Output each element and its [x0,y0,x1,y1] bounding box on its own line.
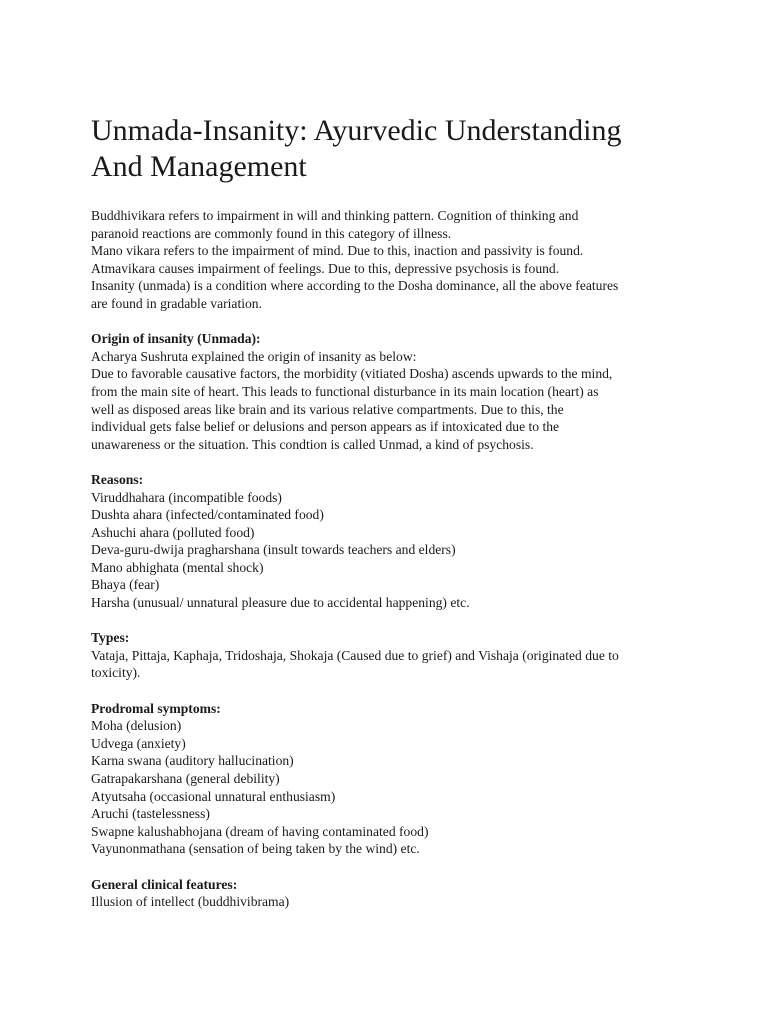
document-title [91,113,691,185]
origin-line: individual gets false belief or delusions and person appears as if intoxicated due to the [91,419,560,435]
intro-line: Buddhivikara refers to impairment in will and thinking pattern. Cognition of thinking and [91,208,579,223]
symptom-item: Udvega (anxiety) [91,735,186,751]
symptom-item: Vayunonmathana (sensation of being taken by the wind) etc. [91,841,420,857]
reason-item: Dushta ahara (infected/contaminated food) [91,507,324,523]
symptom-item: Moha (delusion) [91,718,182,734]
section-heading-types: Types: [91,630,130,646]
intro-line: are found in gradable variation. [91,295,262,311]
symptom-item: Gatrapakarshana (general debility) [91,771,280,786]
symptom-item: Swapne kalushabhojana (dream of having contaminated food) [91,823,429,839]
intro-line: paranoid reactions are commonly found in this category of illness. [91,225,452,241]
title-line: Unmada-Insanity: Ayurvedic Understanding [91,114,622,147]
reason-item: Mano abhighata (mental shock) [91,559,264,575]
origin-line: from the main site of heart. This leads to functional disturbance in its main location (heart) as [91,383,599,399]
paragraph-gap [91,682,691,700]
reason-item: Viruddhahara (incompatible foods) [91,489,282,505]
types-line: Vataja, Pittaja, Kaphaja, Tridoshaja, Shokaja (Caused due to grief) and Vishaja (originated due to [91,647,619,663]
section-heading-origin: Origin of insanity (Unmada): [91,331,261,347]
paragraph-gap [91,453,691,471]
paragraph-gap [91,858,691,876]
reason-item: Bhaya (fear) [91,577,160,593]
intro-line: Insanity (unmada) is a condition where according to the Dosha dominance, all the above features [91,278,619,294]
document-page [91,113,691,911]
origin-line: Due to favorable causative factors, the morbidity (vitiated Dosha) ascends upwards to the mind, [91,366,613,382]
intro-line: Atmavikara causes impairment of feelings. Due to this, depressive psychosis is found. [91,260,560,276]
symptom-item: Karna swana (auditory hallucination) [91,753,294,769]
reason-item: Harsha (unusual/ unnatural pleasure due to accidental happening) etc. [91,595,470,611]
symptom-item: Aruchi (tastelessness) [91,806,210,822]
clinical-item: Illusion of intellect (buddhivibrama) [91,894,290,910]
origin-line: well as disposed areas like brain and its various relative compartments. Due to this, the [91,401,564,417]
reason-item: Deva-guru-dwija pragharshana (insult towards teachers and elders) [91,542,456,558]
intro-line: Mano vikara refers to the impairment of mind. Due to this, inaction and passivity is found. [91,243,584,259]
origin-line: unawareness or the situation. This condtion is called Unmad, a kind of psychosis. [91,436,534,452]
document-body [91,207,691,911]
section-heading-prodromal: Prodromal symptoms: [91,700,221,716]
types-line: toxicity). [91,665,141,681]
title-line: And Management [91,150,307,183]
paragraph-gap [91,313,691,331]
paragraph-gap [91,612,691,630]
origin-line: Acharya Sushruta explained the origin of insanity as below: [91,348,417,364]
section-heading-reasons: Reasons: [91,471,144,487]
symptom-item: Atyutsaha (occasional unnatural enthusiasm) [91,788,336,804]
reason-item: Ashuchi ahara (polluted food) [91,524,255,540]
section-heading-clinical: General clinical features: [91,876,238,892]
